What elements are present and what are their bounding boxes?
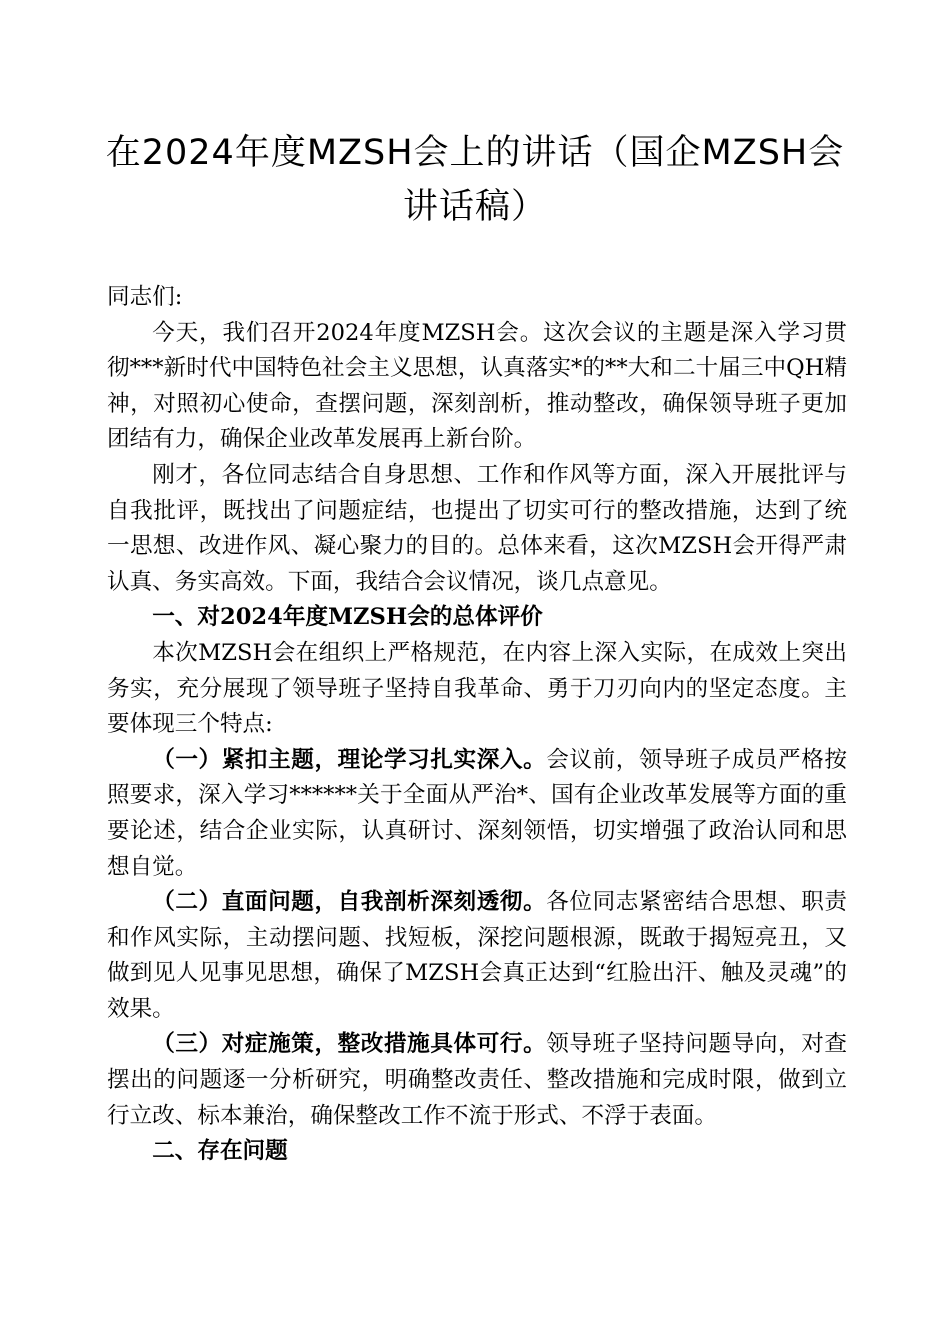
paragraph-summary: 刚才，各位同志结合自身思想、工作和作风等方面，深入开展批评与自我批评，既找出了问题症结，也提出了切实可行的整改措施，达到了统一思想、改进作风、凝心聚力的目的。总体来看，这次MZSH会开得严肃认真、务实高效。下面，我结合会议情况，谈几点意见。	[107, 461, 847, 595]
salutation: 同志们:	[107, 284, 183, 310]
list-item-2	[107, 885, 847, 1027]
list-item-1	[107, 743, 847, 885]
section-heading-2: 二、存在问题	[152, 1138, 288, 1165]
paragraph-evaluation: 本次MZSH会在组织上严格规范，在内容上深入实际，在成效上突出务实，充分展现了领导班子坚持自我革命、勇于刀刃向内的坚定态度。主要体现三个特点:	[107, 639, 847, 738]
document-body	[107, 280, 847, 1170]
list-item-3-lead: （三）对症施策，整改措施具体可行。	[152, 1031, 547, 1058]
section-heading-1: 一、对2024年度MZSH会的总体评价	[152, 604, 543, 631]
list-item-2-lead: （二）直面问题，自我剖析深刻透彻。	[152, 889, 547, 916]
list-item-2-text: 各位同志紧密结合思想、职责和作风实际，主动摆问题、找短板，深挖问题根源，既敢于揭短亮丑，又做到见人见事见思想，确保了MZSH会真正达到“红脸出汗、触及灵魂”的效果。	[107, 889, 848, 1022]
list-item-1-lead: （一）紧扣主题，理论学习扎实深入。	[152, 746, 547, 773]
document-title: 在2024年度MZSH会上的讲话（国企MZSH会讲话稿）	[105, 133, 845, 227]
list-item-3	[107, 1027, 847, 1134]
paragraph-opening: 今天，我们召开2024年度MZSH会。这次会议的主题是深入学习贯彻***新时代中国特色社会主义思想，认真落实*的**大和二十届三中QH精神，对照初心使命，查摆问题，深刻剖析，推动整改，确保领导班子更加团结有力，确保企业改革发展再上新台阶。	[107, 319, 847, 453]
list-item-1-text: 会议前，领导班子成员严格按照要求，深入学习******关于全面从严治*、国有企业改革发展等方面的重要论述，结合企业实际，认真研讨、深刻领悟，切实增强了政治认同和思想自觉。	[107, 746, 848, 880]
list-item-3-text: 领导班子坚持问题导向，对查摆出的问题逐一分析研究，明确整改责任、整改措施和完成时限，做到立行立改、标本兼治，确保整改工作不流于形式、不浮于表面。	[107, 1031, 848, 1129]
